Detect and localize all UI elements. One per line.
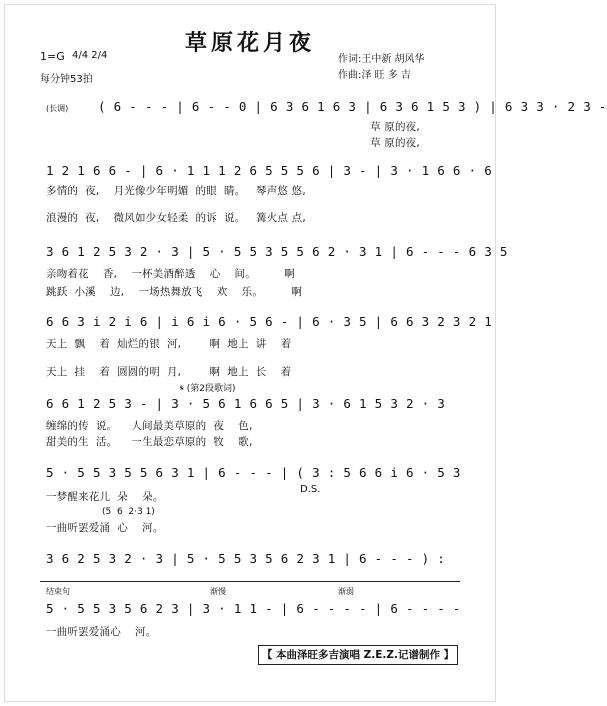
coda-rule	[40, 581, 460, 582]
lyric-line: 草 原的夜,	[370, 137, 420, 149]
notation-line: 1 2 1 6 6 - | 6 · 1 1 1 2 6 5 5 5 6 | 3 - | 3 · 1 6 6 · 6	[46, 163, 493, 178]
lyric-line: 浪漫的 夜, 微风如少女轻柔 的诉 说。 篝火点 点,	[46, 212, 306, 224]
tempo-marking: 每分钟53拍	[40, 74, 93, 85]
lyric-line: 一梦醒来花儿 朵 朵。	[46, 491, 164, 503]
notation-line: ( 6 - - - | 6 - - 0 | 6 3 6 1 6 3 | 6 3 6 1 5 3 ) | 6 3 3 · 2 3 -	[98, 99, 607, 114]
key-signature: 1=G	[40, 50, 65, 63]
notation-line: 6 6 3 i 2 i 6 | i 6 i 6 · 5 6 - | 6 · 3 5 | 6 6 3 2 3 2 1	[46, 314, 493, 329]
notation-line: 5 · 5 5 3 5 6 2 3 | 3 · 1 1 - | 6 - - - - | 6 - - - -	[46, 601, 461, 616]
lyric-line: 草 原的夜,	[370, 121, 420, 133]
lyric-line: 甜美的生 活。 一生最恋草原的 牧 歌,	[46, 436, 253, 448]
dynamic-dim: 渐弱	[338, 587, 354, 596]
lyricist-credit: 作词:王中新 胡风华	[338, 54, 425, 65]
alt-notes: (5 6 2·3 1)	[102, 507, 155, 517]
tempo-rit: 渐慢	[210, 587, 226, 596]
lyric-line: 天上 挂 着 圆圆的明 月, 啊 地上 长 着	[46, 366, 292, 378]
song-title: 草原花月夜	[184, 31, 315, 56]
notation-line: 3 6 2 5 3 2 · 3 | 5 · 5 5 3 5 6 2 3 1 | 6 - - - ) :	[46, 551, 446, 566]
ds-marking: D.S.	[300, 484, 321, 495]
lyric-line: 多情的 夜, 月光像少年明媚 的眼 睛。 琴声悠 悠,	[46, 185, 306, 197]
segno-marking: 𝄋 (第2段歌词)	[180, 384, 236, 394]
notation-line: 3 6 1 2 5 3 2 · 3 | 5 · 5 5 3 5 5 6 2 · 3 1 | 6 - - - 6 3 5	[46, 244, 508, 259]
lyric-line: 跳跃 小溪 边, 一场热舞放飞 欢 乐。 啊	[46, 286, 303, 298]
lyric-line: 一曲听罢爱涌 心 河。	[46, 522, 164, 534]
lyric-line: 一曲听罢爱涌心 河。	[46, 626, 157, 638]
lyric-line: 缠绵的传 说。 人间最美草原的 夜 色,	[46, 420, 253, 432]
credit-box: 【 本曲泽旺多吉演唱 Z.E.Z.记谱制作 】	[258, 645, 458, 665]
coda-label: 结束句	[46, 587, 70, 596]
time-signature: 4/4 2/4	[72, 50, 108, 61]
intro-label: (长调)	[46, 104, 69, 113]
lyric-line: 亲吻着花 香, 一杯美酒醉透 心 间。 啊	[46, 268, 295, 280]
lyric-line: 天上 飘 着 灿烂的银 河, 啊 地上 讲 着	[46, 338, 292, 350]
notation-line: 5 · 5 5 3 5 5 6 3 1 | 6 - - - | ( 3 : 5 6 6 i 6 · 5 3	[46, 465, 461, 480]
composer-credit: 作曲:泽 旺 多 吉	[338, 70, 411, 81]
notation-line: 6 6 1 2 5 3 - | 3 · 5 6 1 6 6 5 | 3 · 6 1 5 3 2 · 3	[46, 396, 446, 411]
